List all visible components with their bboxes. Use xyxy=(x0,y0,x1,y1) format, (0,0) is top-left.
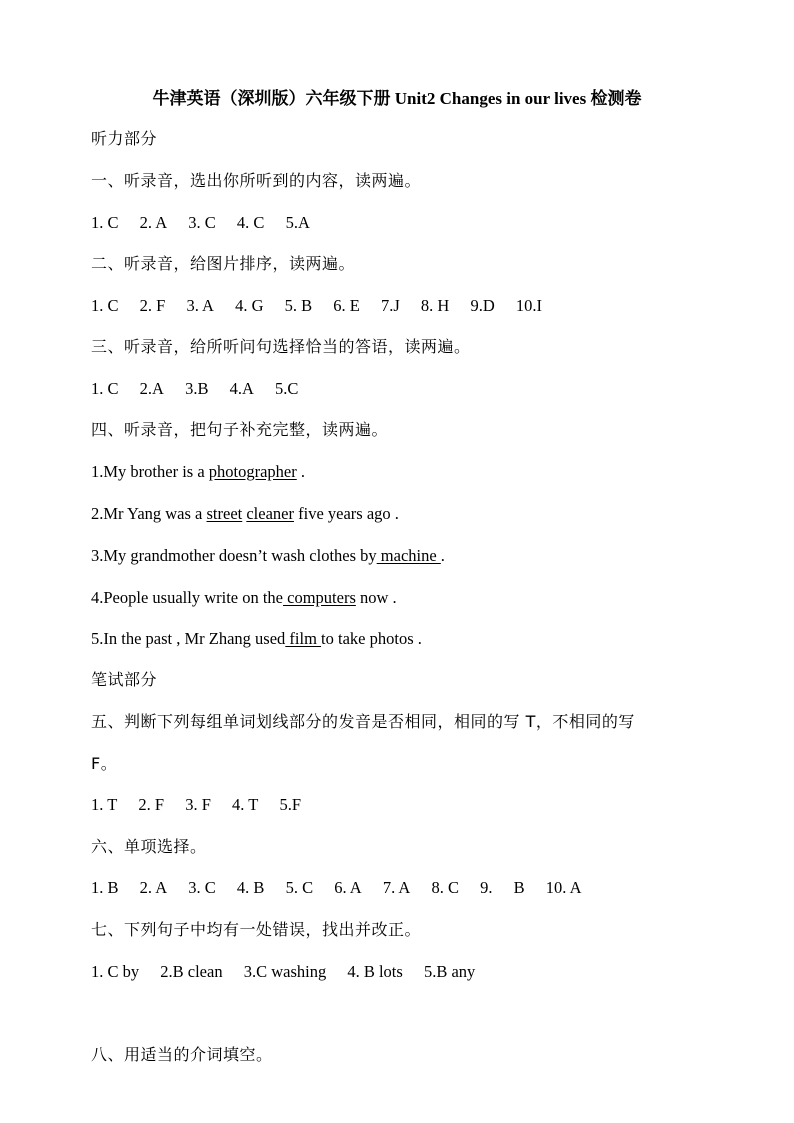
answer: 6. E xyxy=(333,296,360,315)
answer: 1. T xyxy=(91,795,118,814)
answer: 3. A xyxy=(186,296,214,315)
answer: 9. xyxy=(480,878,493,897)
q3-heading: 三、听录音，给所听问句选择恰当的答语，读两遍。 xyxy=(91,337,471,356)
q5-answers xyxy=(91,794,318,816)
q6-heading: 六、单项选择。 xyxy=(91,837,207,856)
answer: B xyxy=(513,878,525,897)
answer: 8. H xyxy=(420,296,450,315)
answer: 4. B xyxy=(236,878,265,897)
answer: 3.B xyxy=(185,379,209,398)
q4-sentence-1: 1.My brother is a photographer . xyxy=(91,462,306,481)
document-title: 牛津英语（深圳版）六年级下册 Unit2 Changes in our lives 检测卷 xyxy=(152,89,642,108)
answer: 1. C xyxy=(91,296,119,315)
answer: 7. A xyxy=(382,878,411,897)
q4-sentence-5: 5.In the past , Mr Zhang used film to take photos . xyxy=(91,629,422,648)
fill-blank: photographer xyxy=(208,462,297,481)
answer: 4. T xyxy=(232,795,259,814)
answer: 2. A xyxy=(139,878,168,897)
answer: 2. F xyxy=(138,795,165,814)
q4-sentence-3: 3.My grandmother doesn’t wash clothes by machine . xyxy=(91,546,445,565)
answer: 6. A xyxy=(334,878,362,897)
answer: 1. B xyxy=(91,878,119,897)
answer: 4. B lots xyxy=(347,962,403,981)
answer: 3. C xyxy=(188,878,216,897)
answer: 2.B clean xyxy=(160,962,223,981)
answer: 4. G xyxy=(235,296,264,315)
answer: 2.A xyxy=(139,379,164,398)
answer: 3.C washing xyxy=(243,962,327,981)
answer: 4. C xyxy=(236,213,265,232)
fill-blank: machine xyxy=(376,546,441,565)
q2-answers xyxy=(91,295,559,317)
q2-heading: 二、听录音，给图片排序，读两遍。 xyxy=(91,254,356,273)
q7-answers xyxy=(91,961,492,983)
answer: 5. C xyxy=(285,878,314,897)
answer: 5.B any xyxy=(423,962,476,981)
answer: 1. C xyxy=(91,379,119,398)
q4-heading: 四、听录音，把句子补充完整，读两遍。 xyxy=(91,420,389,439)
fill-blank: street xyxy=(206,504,243,523)
answer: 10. A xyxy=(545,878,582,897)
q8-heading: 八、用适当的介词填空。 xyxy=(91,1045,273,1064)
answer: 3. F xyxy=(185,795,211,814)
answer: 3. C xyxy=(188,213,216,232)
answer: 1. C by xyxy=(91,962,140,981)
q1-answers xyxy=(91,212,327,234)
answer: 5.A xyxy=(285,213,310,232)
q7-heading: 七、下列句子中均有一处错误，找出并改正。 xyxy=(91,920,422,939)
answer: 7.J xyxy=(381,296,400,315)
answer: 5. B xyxy=(284,296,313,315)
q6-answers xyxy=(91,877,599,899)
q5-heading: 五、判断下列每组单词划线部分的发音是否相同，相同的写 T，不相同的写 xyxy=(91,712,635,731)
listening-heading: 听力部分 xyxy=(91,129,158,148)
fill-blank: film xyxy=(285,629,322,648)
q4-sentence-4: 4.People usually write on the computers now . xyxy=(91,588,397,607)
answer: 8. C xyxy=(431,878,459,897)
answer: 9.D xyxy=(470,296,495,315)
q5-heading-cont: F。 xyxy=(91,754,118,773)
answer: 5.F xyxy=(279,795,301,814)
q1-heading: 一、听录音，选出你所听到的内容，读两遍。 xyxy=(91,171,422,190)
answer: 5.C xyxy=(275,379,299,398)
answer: 1. C xyxy=(91,213,119,232)
q3-answers xyxy=(91,378,315,400)
written-heading: 笔试部分 xyxy=(91,670,158,689)
fill-blank: computers xyxy=(283,588,356,607)
answer: 2. F xyxy=(139,296,166,315)
fill-blank: cleaner xyxy=(246,504,294,523)
answer: 10.I xyxy=(515,296,543,315)
answer: 4.A xyxy=(229,379,254,398)
answer: 2. A xyxy=(139,213,168,232)
q4-sentence-2: 2.Mr Yang was a street cleaner five years ago . xyxy=(91,504,399,523)
